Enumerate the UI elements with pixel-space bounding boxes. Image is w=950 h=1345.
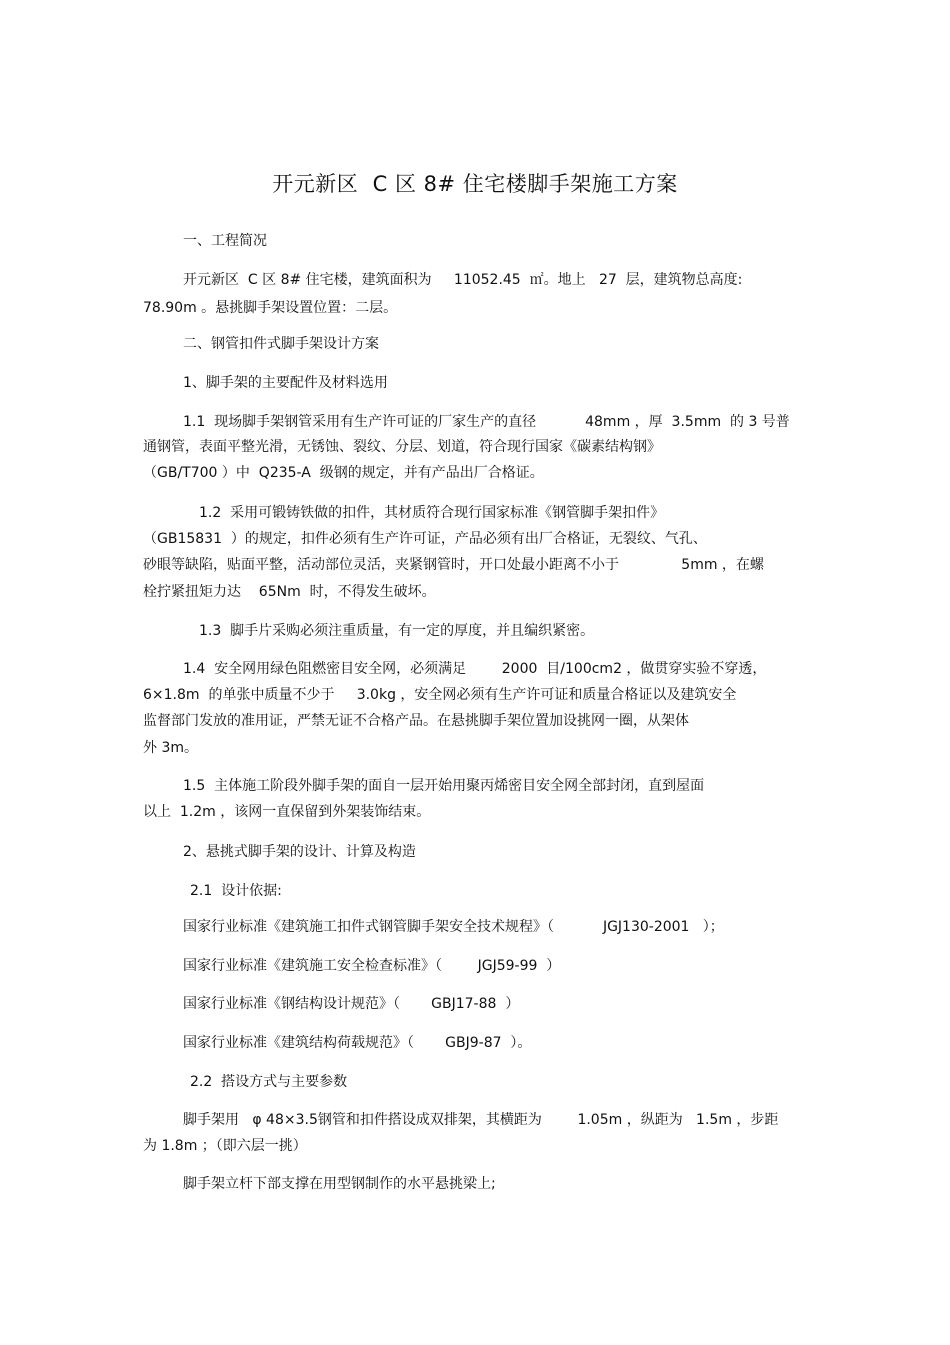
standard-reference: 国家行业标准《建筑施工安全检查标准》（ JGJ59-99 ） bbox=[183, 958, 561, 974]
standard-reference: 国家行业标准《钢结构设计规范》（ GBJ17-88 ） bbox=[183, 996, 520, 1012]
standard-reference: 国家行业标准《建筑施工扣件式钢管脚手架安全技术规程》（ JGJ130-2001 ）； bbox=[183, 919, 724, 935]
standard-reference: 国家行业标准《建筑结构荷载规范》（ GBJ9-87 ）。 bbox=[183, 1035, 532, 1051]
subsection-heading-cantilever: 2、悬挑式脚手架的设计、计算及构造 bbox=[183, 844, 416, 860]
paragraph-line: （GB15831 ）的规定，扣件必须有生产许可证，产品必须有出厂合格证，无裂纹、气孔、 bbox=[143, 531, 707, 547]
subsection-heading-materials: 1、脚手架的主要配件及材料选用 bbox=[183, 375, 388, 391]
paragraph-line: 1.5 主体施工阶段外脚手架的面自一层开始用聚丙烯密目安全网全部封闭，直到屋面 bbox=[183, 778, 705, 794]
paragraph-line: 外 3m。 bbox=[143, 740, 198, 756]
paragraph-line: 78.90m 。悬挑脚手架设置位置：二层。 bbox=[143, 300, 398, 316]
subsection-heading-basis: 2.1 设计依据: bbox=[190, 883, 282, 899]
paragraph-line: 脚手架立杆下部支撑在用型钢制作的水平悬挑梁上; bbox=[183, 1176, 496, 1192]
paragraph-line: （GB/T700 ）中 Q235-A 级钢的规定，并有产品出厂合格证。 bbox=[143, 465, 544, 481]
paragraph-line: 栓拧紧扭矩力达 65Nm 时，不得发生破坏。 bbox=[143, 584, 436, 600]
subsection-heading-parameters: 2.2 搭设方式与主要参数 bbox=[190, 1074, 348, 1090]
paragraph-line: 1.3 脚手片采购必须注重质量，有一定的厚度，并且编织紧密。 bbox=[199, 623, 595, 639]
paragraph-line: 为 1.8m ；（即六层一挑） bbox=[143, 1138, 307, 1154]
paragraph-line: 以上 1.2m ，该网一直保留到外架装饰结束。 bbox=[143, 804, 431, 820]
paragraph-line: 开元新区 C 区 8# 住宅楼，建筑面积为 11052.45 ㎡。地上 27 层，建筑物总高度: bbox=[183, 272, 743, 288]
paragraph-line: 1.4 安全网用绿色阻燃密目安全网，必须满足 2000 目/100cm2 ，做贯穿实验不穿透， bbox=[183, 661, 767, 677]
paragraph-line: 1.1 现场脚手架钢管采用有生产许可证的厂家生产的直径 48mm ，厚 3.5mm 的 3 号普 bbox=[183, 414, 790, 430]
document-title: 开元新区 C 区 8# 住宅楼脚手架施工方案 bbox=[272, 172, 678, 196]
paragraph-line: 6×1.8m 的单张中质量不少于 3.0kg ，安全网必须有生产许可证和质量合格证以及建筑安全 bbox=[143, 687, 737, 703]
paragraph-line: 脚手架用 φ 48×3.5钢管和扣件搭设成双排架，其横距为 1.05m ，纵距为 1.5m ，步距 bbox=[183, 1112, 779, 1128]
paragraph-line: 砂眼等缺陷，贴面平整，活动部位灵活，夹紧钢管时，开口处最小距离不小于 5mm ，在螺 bbox=[143, 557, 764, 573]
paragraph-line: 通钢管，表面平整光滑，无锈蚀、裂纹、分层、划道，符合现行国家《碳素结构钢》 bbox=[143, 439, 661, 455]
paragraph-line: 监督部门发放的准用证，严禁无证不合格产品。在悬挑脚手架位置加设挑网一圈，从架体 bbox=[143, 713, 689, 729]
paragraph-line: 1.2 采用可锻铸铁做的扣件，其材质符合现行国家标准《钢管脚手架扣件》 bbox=[199, 505, 665, 521]
section-heading-design: 二、钢管扣件式脚手架设计方案 bbox=[183, 336, 379, 352]
section-heading-overview: 一、工程简况 bbox=[183, 233, 267, 249]
